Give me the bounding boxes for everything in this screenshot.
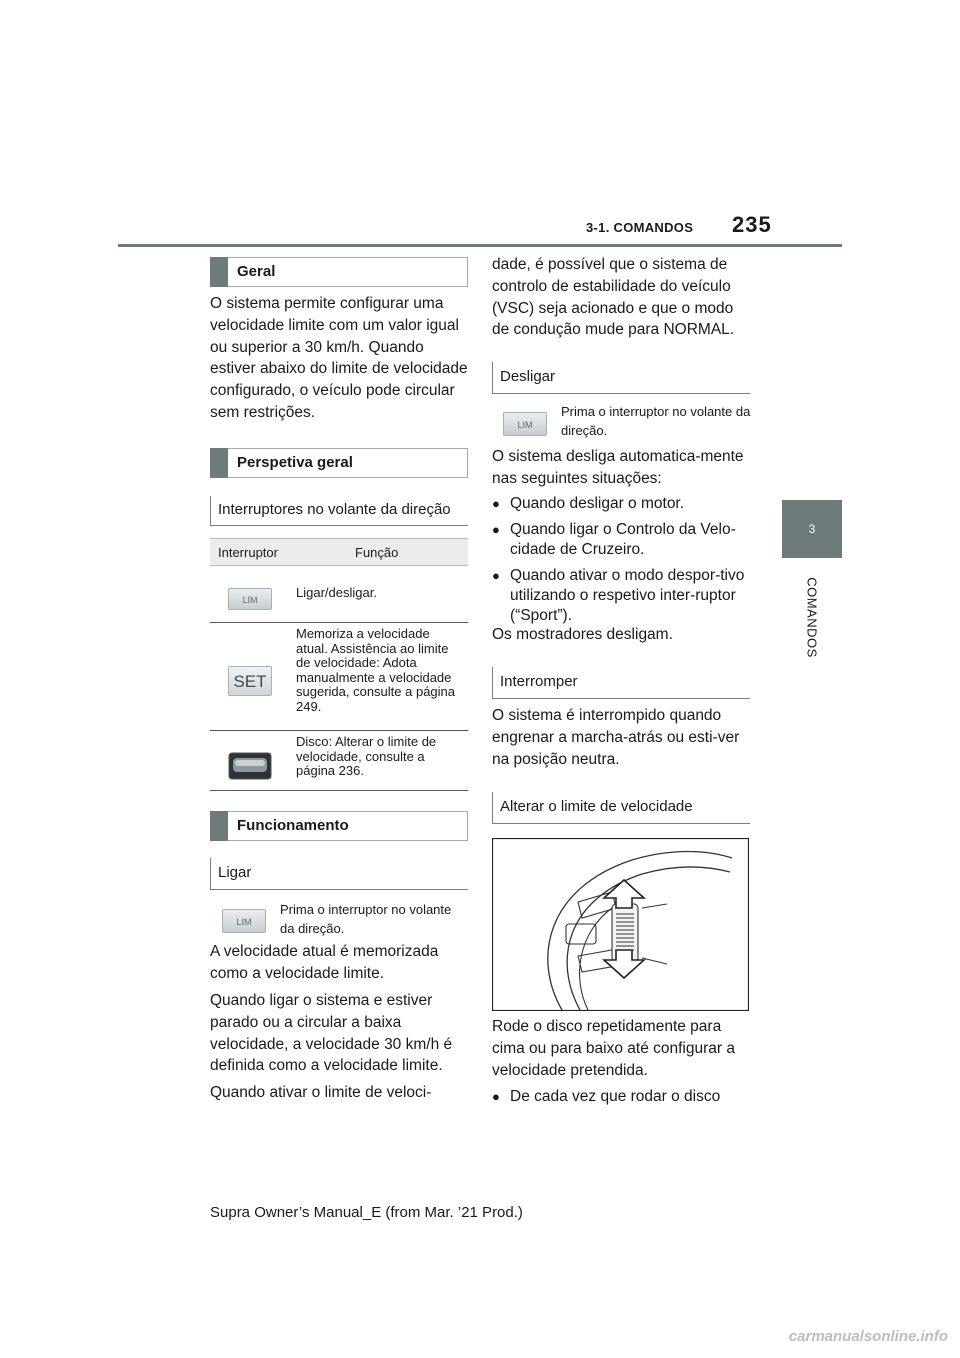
list-item: ● Quando ligar o Controlo da Velo-cidade de Cruzeiro.	[492, 520, 754, 560]
subheading-interruptores: Interruptores no volante da direção	[210, 496, 468, 526]
list-item: ● De cada vez que rodar o disco	[492, 1087, 754, 1107]
subheading-interromper: Interromper	[492, 667, 750, 699]
column-header-funcao: Função	[355, 545, 399, 560]
heading-bar	[210, 448, 228, 478]
heading-text: Geral	[237, 263, 276, 280]
table-cell-function: Disco: Alterar o limite de velocidade, consulte a página 236.	[296, 734, 437, 779]
header-divider	[118, 244, 842, 247]
paragraph: Quando ativar o limite de veloci-	[210, 1084, 432, 1101]
section-heading-funcionamento	[210, 811, 468, 841]
set-button-icon: SET	[228, 666, 272, 696]
table-cell-function: Memoriza a velocidade atual. Assistência ao limite de velocidade: Adota manualmente a velocidade sugerida, consulte a página 249.	[296, 626, 456, 714]
chapter-tab: 3	[782, 500, 842, 558]
ligar-instruction: Prima o interruptor no volante da direção.	[280, 902, 452, 936]
list-item: ● Quando desligar o motor.	[492, 494, 754, 514]
paragraph: Rode o disco repetidamente para cima ou para baixo até configurar a velocidade pretendida.	[492, 1018, 735, 1079]
geral-paragraph: O sistema permite configurar uma velocidade limite com um valor igual ou superior a 30 km/h. Quando estiver abaixo do limite de velocidade configurado, o veículo pode circular sem restrições.	[210, 295, 468, 421]
heading-bar	[210, 811, 228, 841]
footer-text: Supra Owner’s Manual_E (from Mar. ’21 Prod.)	[210, 1204, 523, 1221]
subheading-desligar: Desligar	[492, 362, 750, 394]
column-header-interruptor: Interruptor	[218, 545, 278, 560]
subheading-alterar: Alterar o limite de velocidade	[492, 792, 750, 824]
lim-button-icon: LIM	[503, 412, 547, 436]
table-row-divider	[210, 790, 468, 791]
paragraph: A velocidade atual é memorizada como a velocidade limite.	[210, 943, 439, 982]
paragraph: Os mostradores desligam.	[492, 626, 673, 643]
page-number: 235	[732, 212, 772, 237]
table-row-divider	[210, 622, 468, 623]
conditions-list	[492, 494, 754, 632]
paragraph-continued: dade, é possível que o sistema de controlo de estabilidade do veículo (VSC) seja acionado e que o modo de condução mude para NORMAL.	[492, 256, 735, 339]
section-heading-geral	[210, 257, 468, 287]
lim-button-icon: LIM	[222, 909, 266, 933]
steering-wheel-illustration	[492, 838, 749, 1011]
section-title: 3-1. COMANDOS	[586, 220, 694, 235]
chapter-label: COMANDOS	[804, 577, 820, 658]
table-row-divider	[210, 730, 468, 731]
desligar-instruction: Prima o interruptor no volante da direção.	[561, 404, 751, 438]
lim-button-icon: LIM	[228, 588, 272, 610]
table-header	[210, 538, 468, 566]
paragraph: Quando ligar o sistema e estiver parado ou a circular a baixa velocidade, a velocidade 30 km/h é definida como a velocidade limite.	[210, 992, 453, 1075]
heading-bar	[210, 257, 228, 287]
watermark: carmanualsonline.info	[788, 1328, 948, 1345]
heading-text: Perspetiva geral	[237, 454, 353, 471]
paragraph: O sistema desliga automatica-mente nas seguintes situações:	[492, 448, 744, 487]
heading-text: Funcionamento	[237, 817, 349, 834]
section-heading-perspetiva	[210, 448, 468, 478]
subheading-ligar: Ligar	[210, 858, 468, 890]
list-item: ● Quando ativar o modo despor-tivo utilizando o respetivo inter-ruptor (“Sport”).	[492, 566, 754, 626]
continued-list	[492, 1087, 754, 1113]
table-cell-function: Ligar/desligar.	[296, 585, 377, 600]
thumbwheel-icon	[228, 752, 272, 780]
paragraph: O sistema é interrompido quando engrenar a marcha-atrás ou esti-ver na posição neutra.	[492, 707, 740, 768]
